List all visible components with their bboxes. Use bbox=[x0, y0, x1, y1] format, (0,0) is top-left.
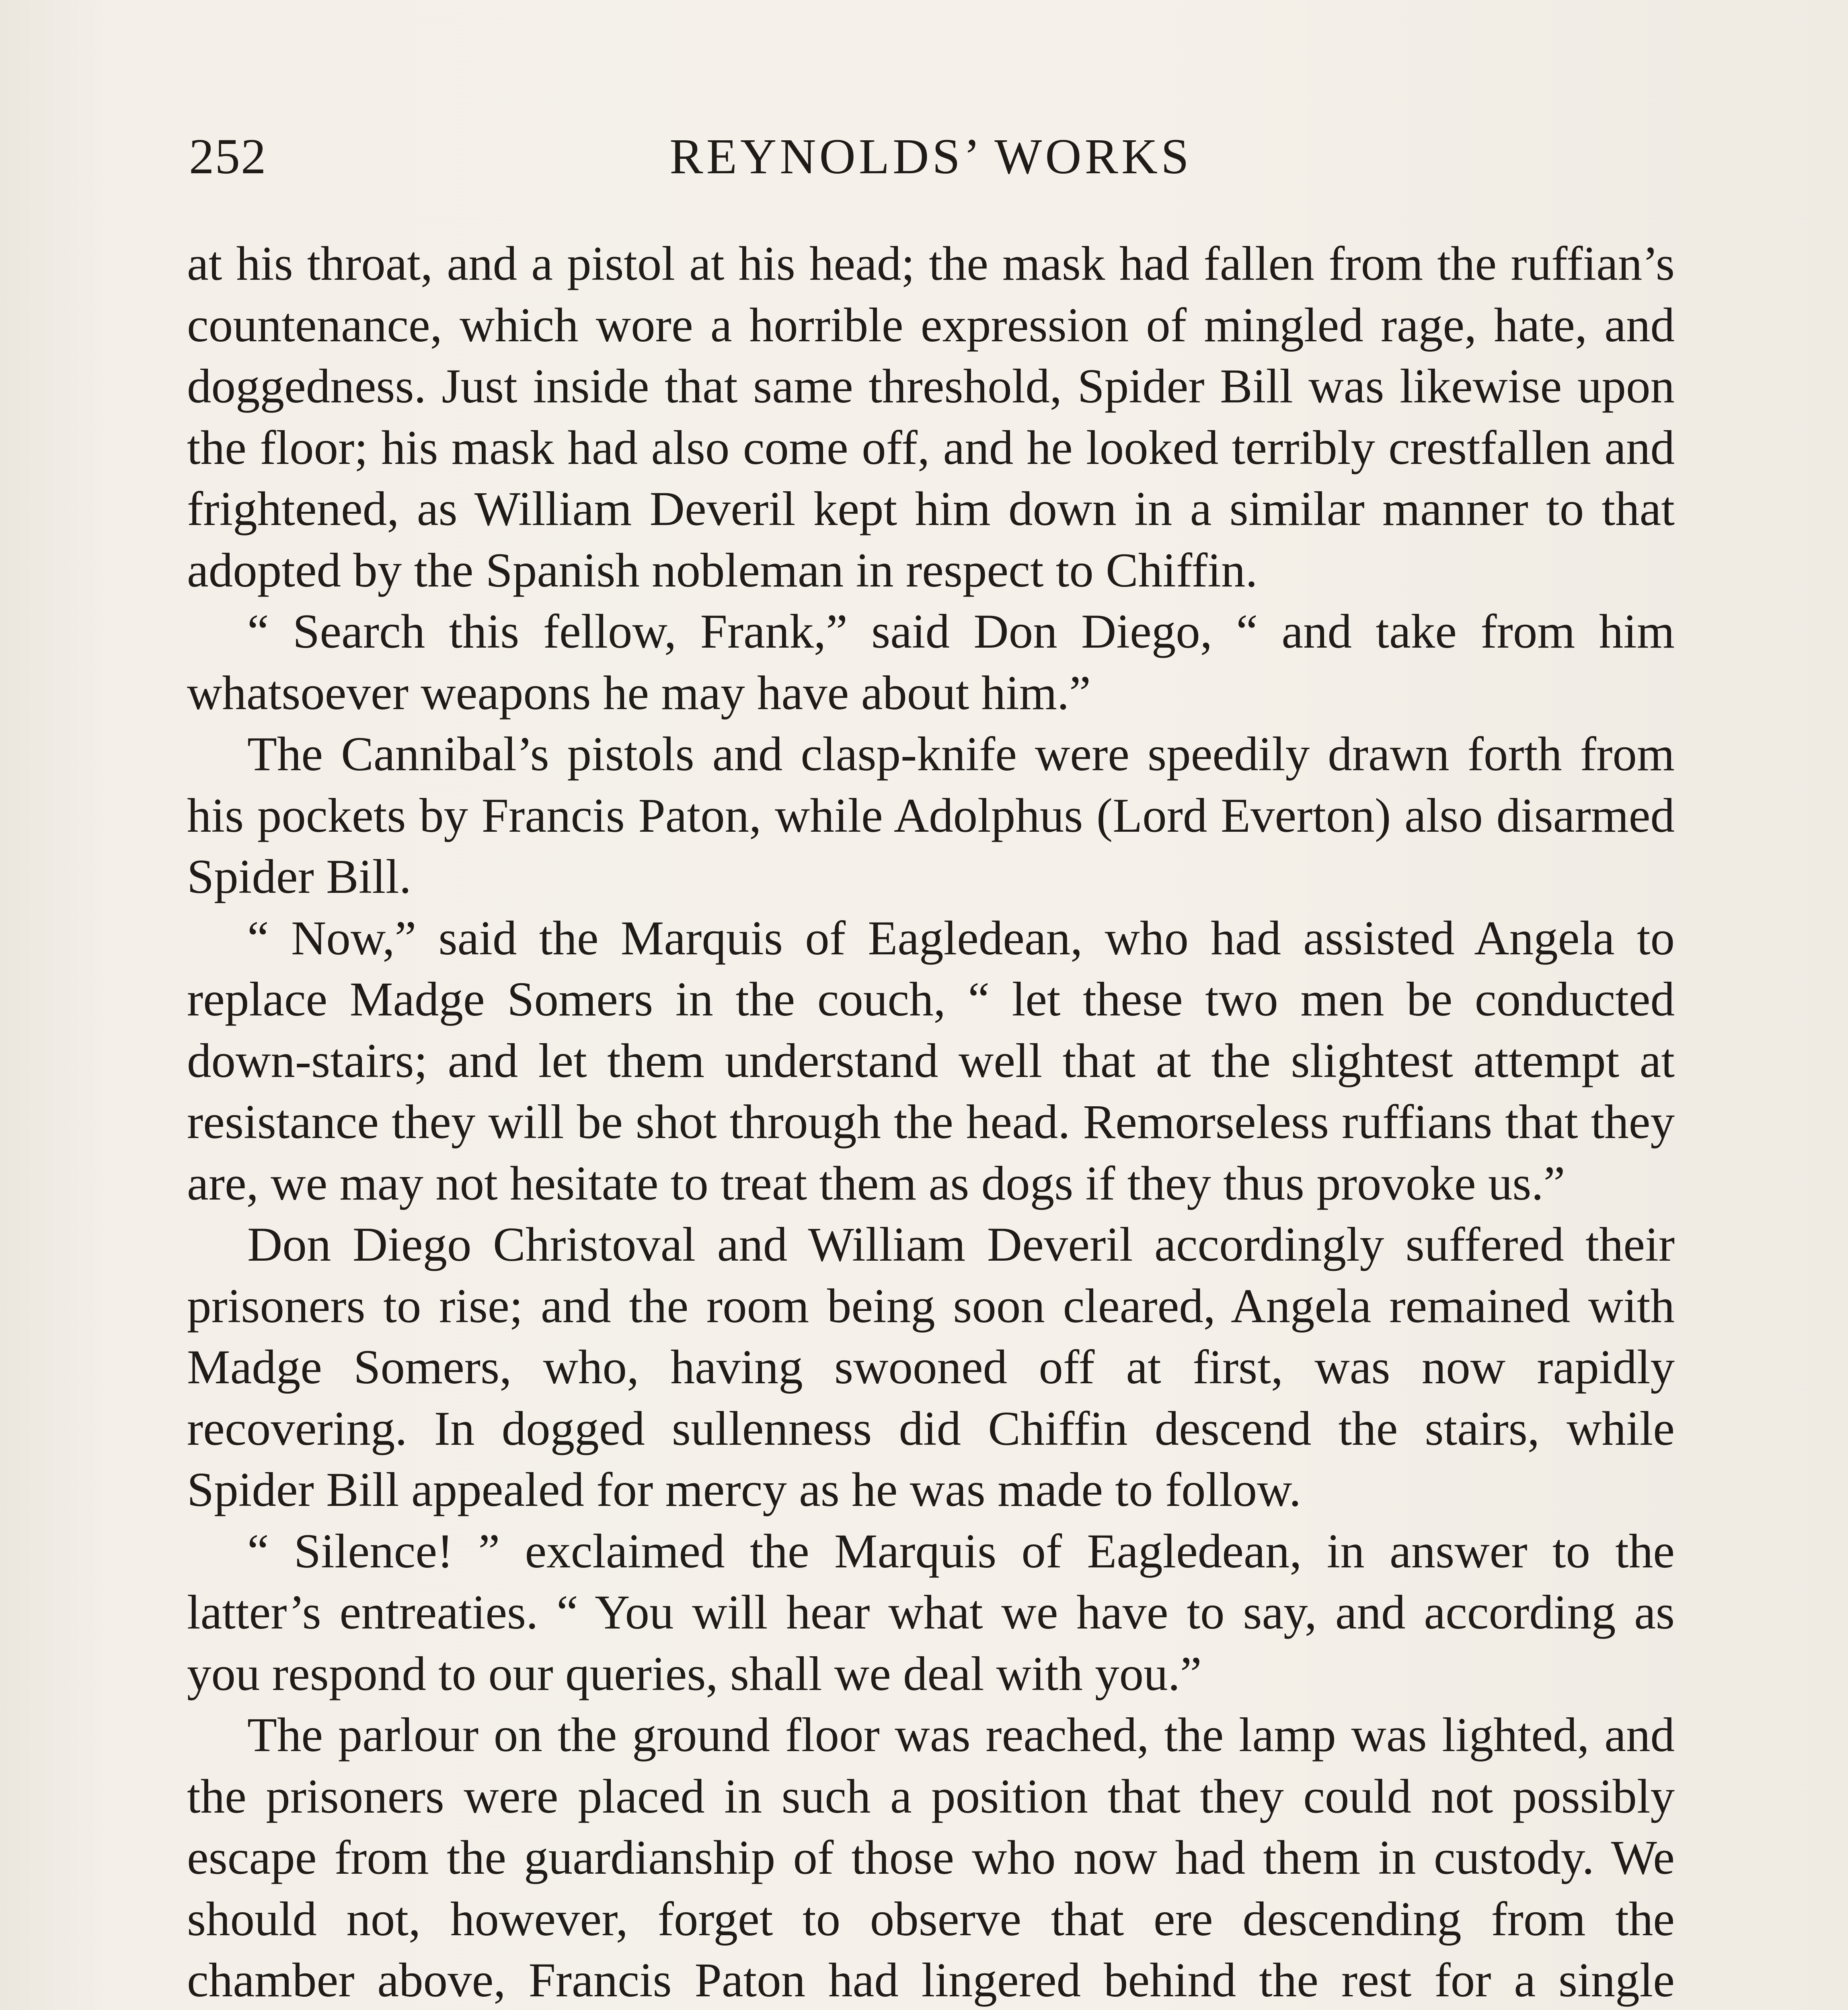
paragraph: Don Diego Christoval and William Deveril accordingly suffered their prisoners to rise; and the room being soon cleared, Angela remained with Madge Somers, who, having swooned off at first, was now rapidly recovering. In dogged sullenness did Chiffin descend the stairs, while Spider Bill appealed for mercy as he was made to follow. bbox=[187, 1218, 1675, 1517]
paragraph: “ Silence! ” exclaimed the Marquis of Eagledean, in answer to the latter’s entreaties. “ You will hear what we have to say, and according as you respond to our queries, shall we deal with you.” bbox=[187, 1524, 1675, 1701]
paragraph: “ Search this fellow, Frank,” said Don Diego, “ and take from him whatsoever weapons he may have about him.” bbox=[187, 605, 1675, 720]
paragraph: at his throat, and a pistol at his head; the mask had fallen from the ruffian’s countenance, which wore a horrible expression of mingled rage, hate, and doggedness. Just inside that same threshold, Spider Bill was likewise upon the floor; his mask had also come off, and he looked terribly crestfallen and frightened, as William Deveril kept him down in a similar manner to that adopted by the Spanish nobleman in respect to Chiffin. bbox=[187, 237, 1675, 597]
body-text bbox=[187, 233, 1675, 2010]
running-head: REYNOLDS’ WORKS bbox=[669, 129, 1192, 185]
paragraph: “ Now,” said the Marquis of Eagledean, who had assisted Angela to replace Madge Somers in the couch, “ let these two men be conducted down-stairs; and let them understand well that at the slightest attempt at resistance they will be shot through the head. Remorseless ruffians that they are, we may not hesitate to treat them as dogs if they thus provoke us.” bbox=[187, 911, 1675, 1210]
page-number: 252 bbox=[189, 129, 267, 185]
page-header bbox=[189, 121, 1673, 193]
paragraph: The parlour on the ground floor was reached, the lamp was lighted, and the prisoners were placed in such a position that they could not possibly escape from the guardianship of those who now had them in custody. We should not, however, forget to observe that ere descending from the chamber above, Francis Paton had lingered behind the rest for a single bbox=[187, 1708, 1675, 2007]
paragraph: The Cannibal’s pistols and clasp-knife were speedily drawn forth from his pockets by Francis Paton, while Adolphus (Lord Everton) also disarmed Spider Bill. bbox=[187, 727, 1675, 904]
